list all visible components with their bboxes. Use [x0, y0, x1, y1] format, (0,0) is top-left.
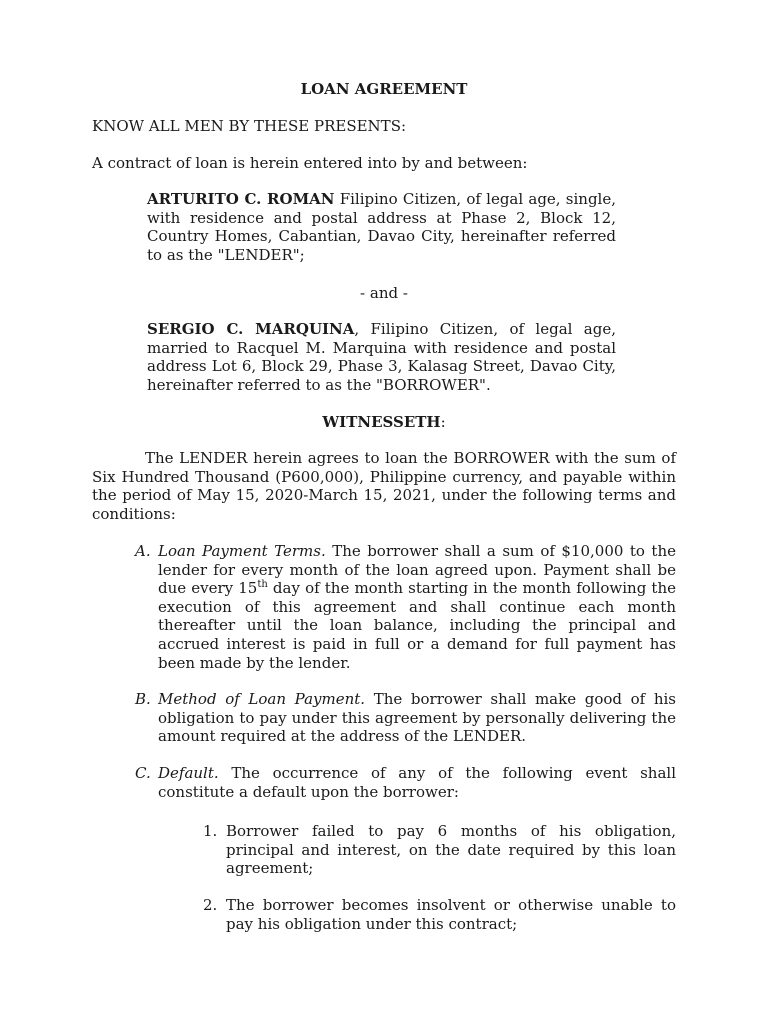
default-item-1	[203, 822, 676, 882]
term-text: The borrower shall a sum of $10,000 to the lender for every month of the loan agreed upon. Payment shall be due every 15	[158, 542, 676, 598]
term-marker: B.	[135, 690, 151, 708]
term-heading: Loan Payment Terms.	[158, 542, 326, 560]
term-item-b	[135, 690, 676, 750]
and-separator: - and -	[360, 284, 408, 302]
term-text: The occurrence of any of the following event shall constitute a default upon the borrower:	[158, 764, 676, 801]
term-marker: C.	[135, 764, 151, 782]
intro-line: A contract of loan is herein entered into by and between:	[92, 154, 528, 172]
term-item-c	[135, 764, 676, 804]
witnesseth-colon: :	[440, 413, 446, 431]
document-title: LOAN AGREEMENT	[300, 80, 468, 98]
witnesseth-word: WITNESSETH	[322, 413, 441, 431]
term-marker: A.	[135, 542, 151, 560]
opening-line: KNOW ALL MEN BY THESE PRESENTS:	[92, 117, 407, 135]
term-body	[158, 542, 676, 672]
default-text: The borrower becomes insolvent or otherwise unable to pay his obligation under this contract;	[226, 896, 676, 933]
lender-paragraph	[147, 190, 616, 264]
lender-description: Filipino Citizen, of legal age, single, with residence and postal address at Phase 2, Block 12, Country Homes, Cabantian, Davao City, hereinafter referred to as the "LENDER";	[147, 190, 616, 264]
term-body	[158, 690, 676, 746]
term-text: The borrower shall make good of his obligation to pay under this agreement by personally delivering the amount required at the address of the LENDER.	[158, 690, 677, 746]
term-heading: Default.	[158, 764, 219, 782]
borrower-paragraph	[147, 320, 616, 394]
main-paragraph: The LENDER herein agrees to loan the BORROWER with the sum of Six Hundred Thousand (P600,000), Philippine currency, and payable within the period of May 15, 2020-March 15, 2021, under the following terms and conditions:	[92, 449, 676, 523]
borrower-name: SERGIO C. MARQUINA	[147, 320, 355, 338]
term-body	[158, 764, 676, 801]
ordinal-suffix: th	[257, 579, 268, 591]
default-text: Borrower failed to pay 6 months of his obligation, principal and interest, on the date required by this loan agreement;	[226, 822, 676, 878]
term-text-cont: day of the month starting in the month following the execution of this agreement and shall continue each month thereafter until the loan balance, including the principal and accrued interest is paid in full or a demand for full payment has been made by the lender.	[158, 579, 676, 672]
default-marker: 1.	[203, 822, 218, 840]
borrower-description: , Filipino Citizen, of legal age, married to Racquel M. Marquina with residence and postal address Lot 6, Block 29, Phase 3, Kalasag Street, Davao City, hereinafter referred to as the "BORROWER".	[147, 320, 616, 394]
default-marker: 2.	[203, 896, 218, 914]
lender-name: ARTURITO C. ROMAN	[147, 190, 335, 208]
default-item-2	[203, 896, 676, 936]
term-heading: Method of Loan Payment.	[158, 690, 366, 708]
term-item-a	[135, 542, 676, 672]
witnesseth-heading	[92, 413, 676, 432]
